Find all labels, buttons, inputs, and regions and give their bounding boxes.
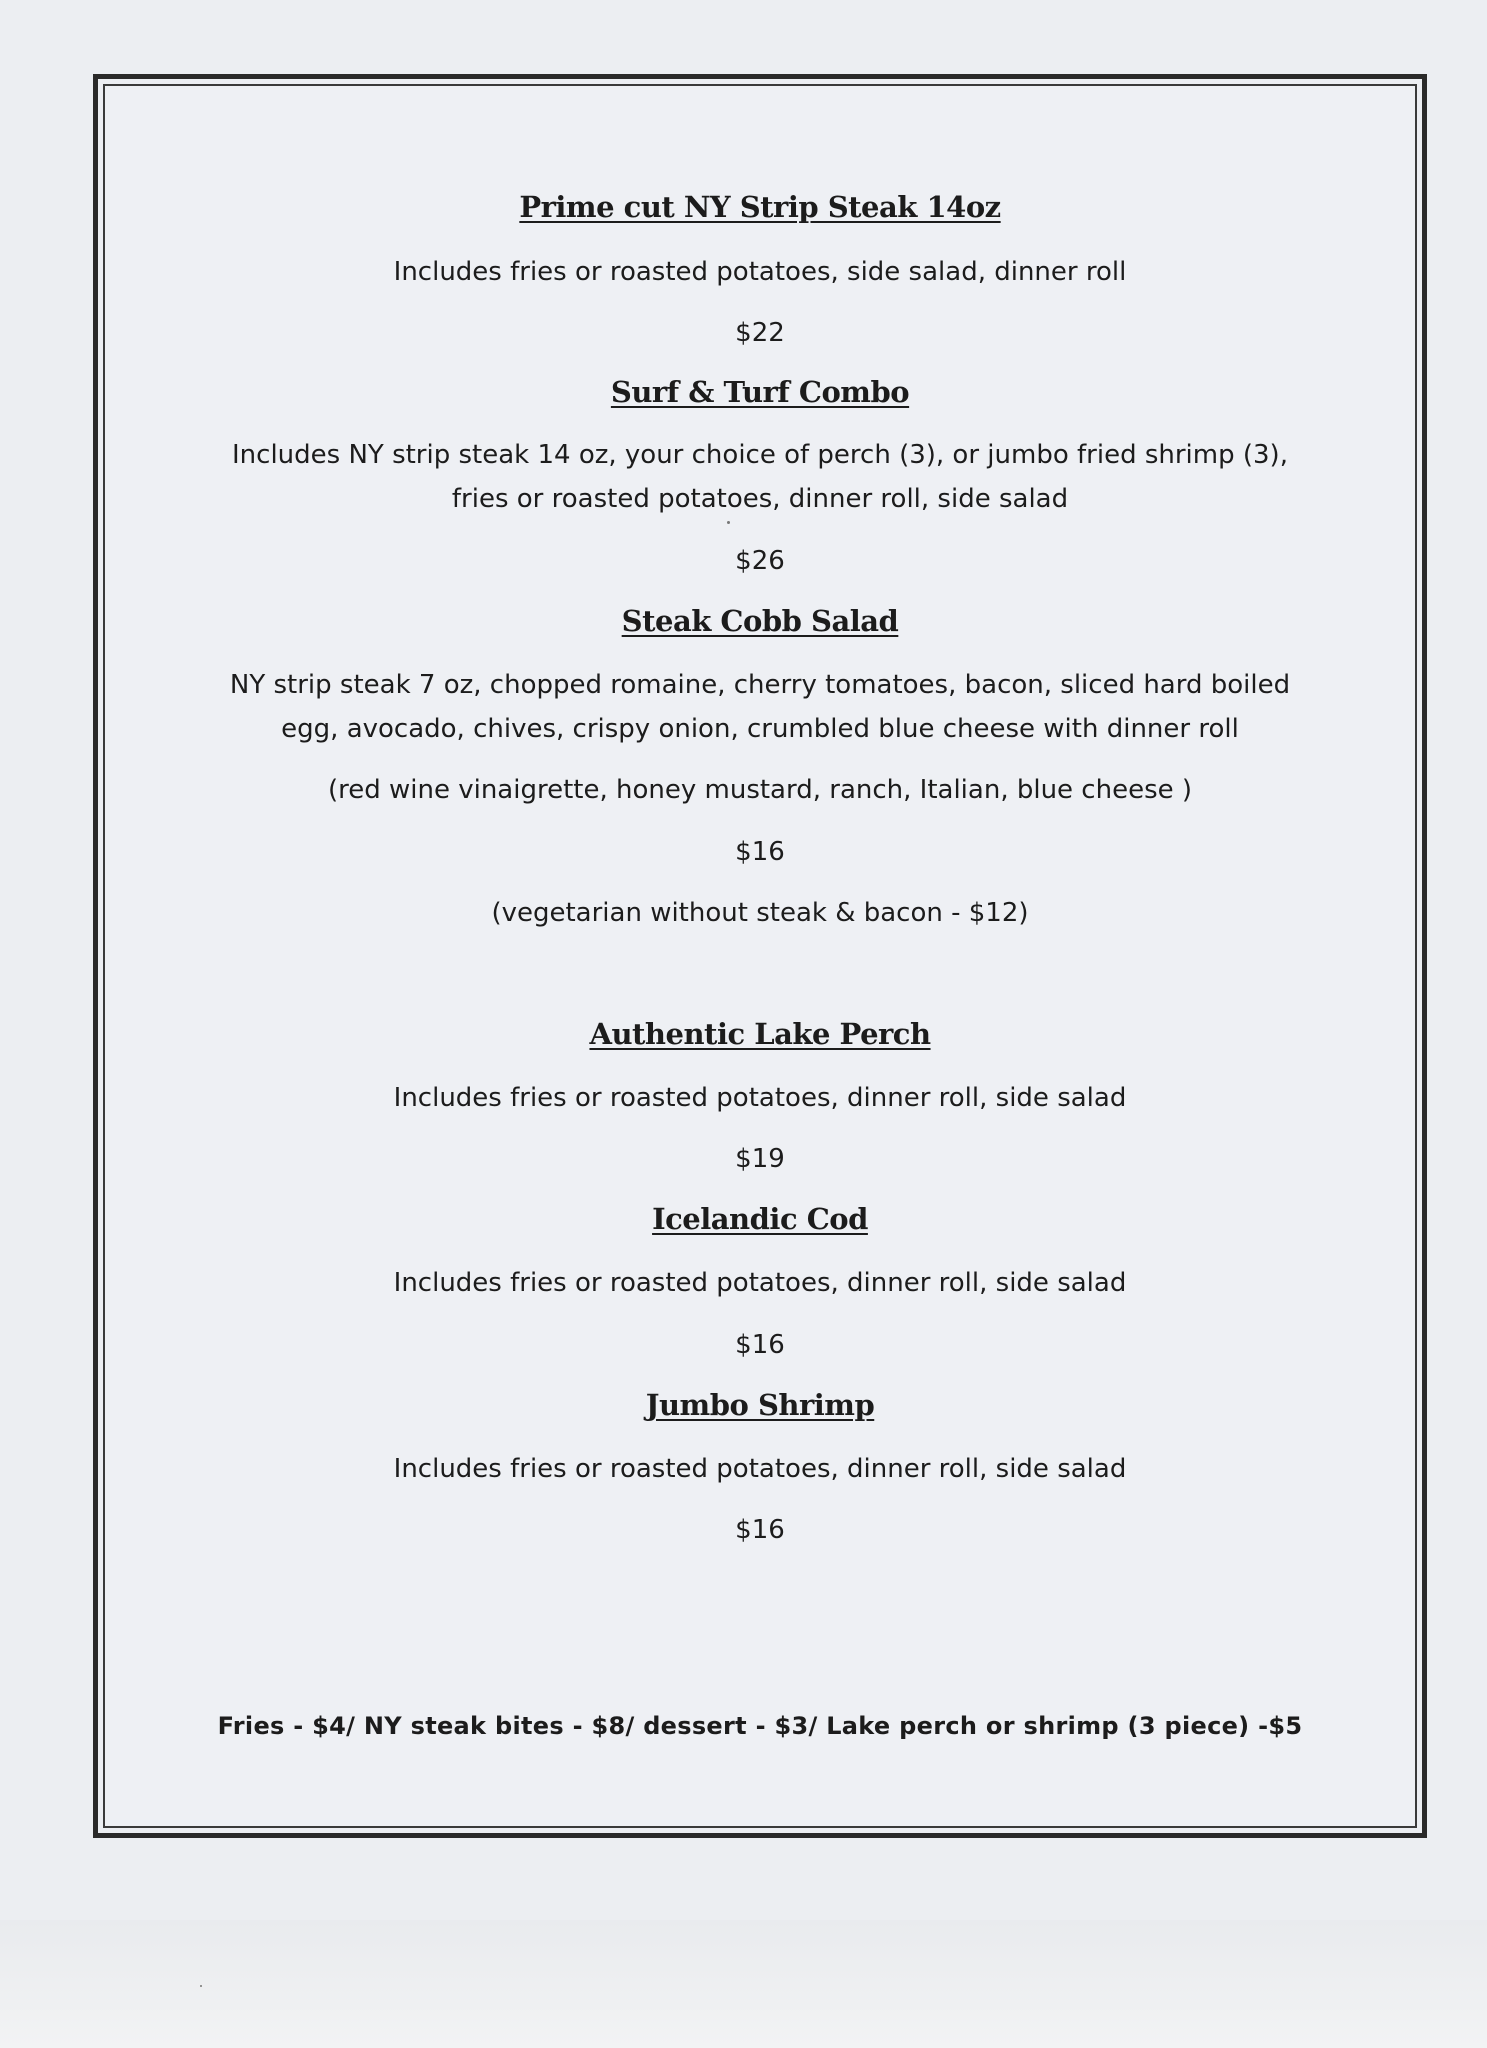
menu-page — [93, 74, 1427, 1838]
item-note-cobb-salad: (vegetarian without steak & bacon - $12) — [491, 898, 1029, 928]
item-description-jumbo-shrimp: Includes fries or roasted potatoes, dinner roll, side salad — [393, 1454, 1127, 1484]
item-title-jumbo-shrimp: Jumbo Shrimp — [645, 1388, 875, 1422]
item-description-cobb-salad-line2: egg, avocado, chives, crispy onion, crumbled blue cheese with dinner roll — [281, 714, 1239, 744]
item-description-strip-steak: Includes fries or roasted potatoes, side salad, dinner roll — [393, 257, 1127, 287]
item-price-lake-perch: $19 — [735, 1144, 785, 1174]
scan-background — [0, 1920, 1487, 2048]
item-description-cobb-salad-line1: NY strip steak 7 oz, chopped romaine, cherry tomatoes, bacon, sliced hard boiled — [229, 670, 1291, 700]
item-price-strip-steak: $22 — [735, 318, 785, 348]
item-price-icelandic-cod: $16 — [735, 1330, 785, 1360]
item-title-lake-perch: Authentic Lake Perch — [589, 1017, 931, 1051]
item-title-surf-turf: Surf & Turf Combo — [610, 375, 910, 409]
item-price-jumbo-shrimp: $16 — [735, 1515, 785, 1545]
item-title-strip-steak: Prime cut NY Strip Steak 14oz — [519, 190, 1001, 224]
item-price-cobb-salad: $16 — [735, 837, 785, 867]
item-title-icelandic-cod: Icelandic Cod — [652, 1202, 868, 1236]
item-price-surf-turf: $26 — [735, 546, 785, 576]
item-dressings-cobb-salad: (red wine vinaigrette, honey mustard, ranch, Italian, blue cheese ) — [327, 775, 1193, 805]
scan-speck — [727, 521, 730, 524]
item-description-icelandic-cod: Includes fries or roasted potatoes, dinner roll, side salad — [393, 1268, 1127, 1298]
item-title-cobb-salad: Steak Cobb Salad — [621, 604, 899, 638]
item-description-surf-turf-line1: Includes NY strip steak 14 oz, your choice of perch (3), or jumbo fried shrimp (3), — [232, 440, 1288, 470]
scan-speck — [200, 1985, 202, 1987]
item-description-surf-turf-line2: fries or roasted potatoes, dinner roll, side salad — [451, 484, 1069, 514]
item-description-lake-perch: Includes fries or roasted potatoes, dinner roll, side salad — [393, 1083, 1127, 1113]
sides-footer: Fries - $4/ NY steak bites - $8/ dessert - $3/ Lake perch or shrimp (3 piece) -$5 — [217, 1712, 1303, 1740]
